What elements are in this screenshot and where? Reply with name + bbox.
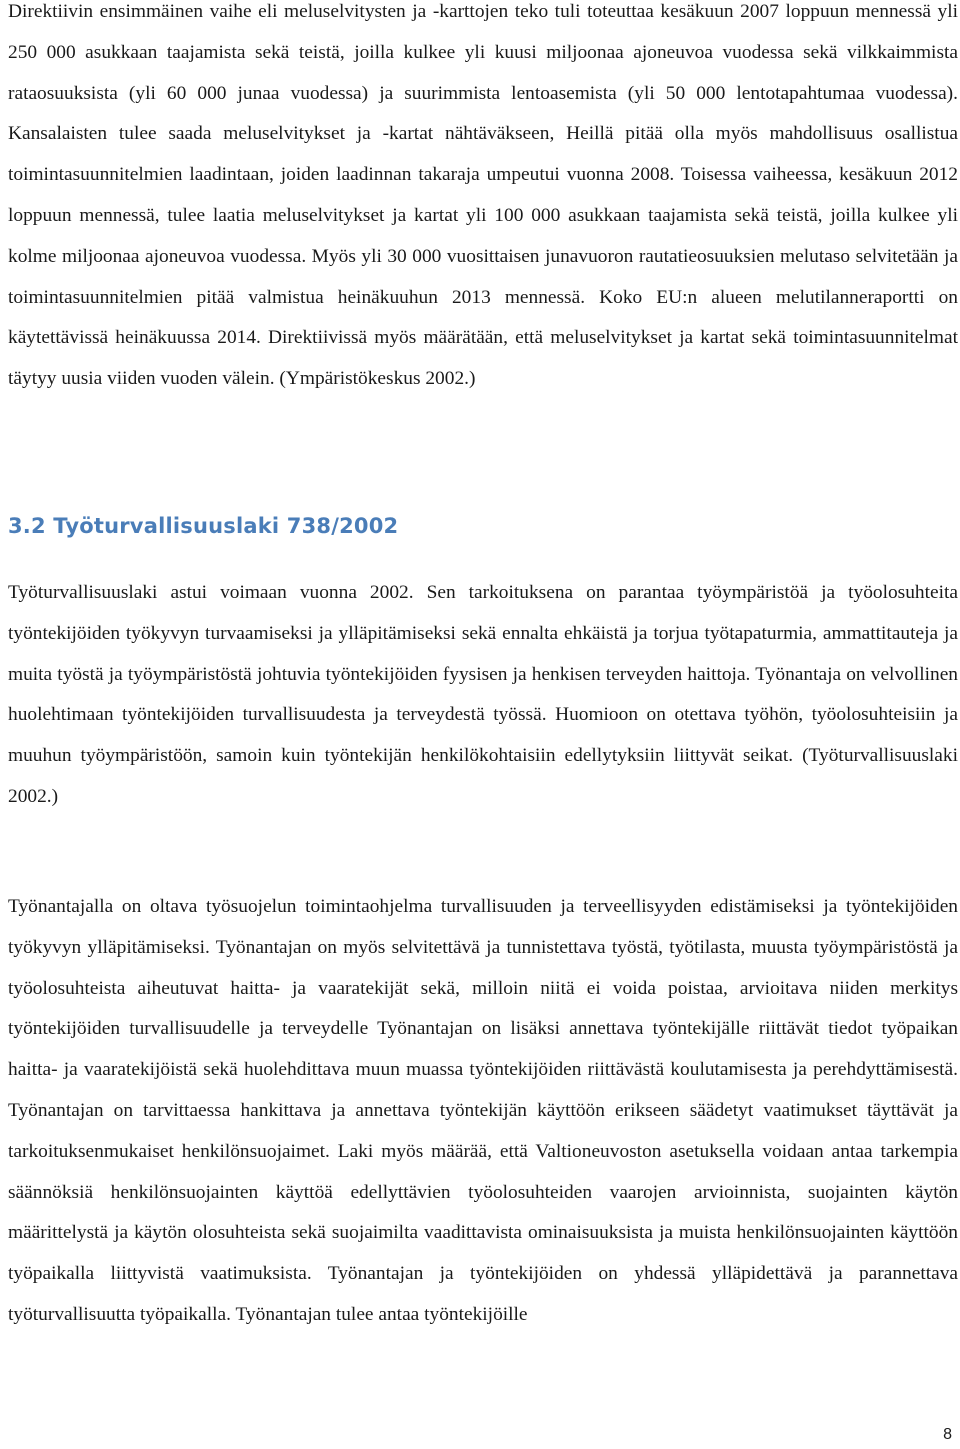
document-page	[8, 0, 958, 1449]
section-heading: 3.2 Työturvallisuuslaki 738/2002	[8, 514, 399, 538]
body-paragraph-occupational-safety-act: Työturvallisuuslaki astui voimaan vuonna 2002. Sen tarkoituksena on parantaa työympäristöä ja työolosuhteita työntekijöiden työkyvyn turvaamiseksi ja ylläpitämiseksi sekä ennalta ehkäistä ja torjua työtapaturmia, ammattitauteja ja muita työstä ja työympäristöstä johtuvia työntekijöiden fyysisen ja henkisen terveyden haittoja. Työnantaja on velvollinen huolehtimaan työntekijöiden turvallisuudesta ja terveydestä työssä. Huomioon on otettava työhön, työolosuhteisiin ja muuhun työympäristöön, samoin kuin työntekijän henkilökohtaisiin edellytyksiin liittyvät seikat. (Työturvallisuuslaki 2002.)	[8, 582, 958, 807]
page-number: 8	[943, 1426, 952, 1443]
body-paragraph-noise-directive: Direktiivin ensimmäinen vaihe eli meluselvitysten ja -karttojen teko tuli toteuttaa kesäkuun 2007 loppuun mennessä yli 250 000 asukkaan taajamista sekä teistä, joilla kulkee yli kuusi miljoonaa ajoneuvoa vuodessa sekä vilkkaimmista rataosuuksista (yli 60 000 junaa vuodessa) ja suurimmista lentoasemista (yli 50 000 lentotapahtumaa vuodessa). Kansalaisten tulee saada meluselvitykset ja -kartat nähtäväkseen, Heillä pitää olla myös mahdollisuus osallistua toimintasuunnitelmien laadintaan, joiden laadinnan takaraja umpeutui vuonna 2008. Toisessa vaiheessa, kesäkuun 2012 loppuun mennessä, tulee laatia meluselvitykset ja kartat yli 100 000 asukkaan taajamista sekä teistä, joilla kulkee yli kolme miljoonaa ajoneuvoa vuodessa. Myös yli 30 000 vuosittaisen junavuoron rautatieosuuksien melutaso selvitetään ja toimintasuunnitelmien pitää valmistua heinäkuuhun 2013 mennessä. Koko EU:n alueen melutilanneraportti on käytettävissä heinäkuussa 2014. Direktiivissä myös määrätään, että meluselvitykset ja kartat sekä toimintasuunnitelmat täytyy uusia viiden vuoden välein. (Ympäristökeskus 2002.)	[8, 1, 958, 390]
body-paragraph-employer-obligations: Työnantajalla on oltava työsuojelun toimintaohjelma turvallisuuden ja terveellisyyden edistämiseksi ja työntekijöiden työkyvyn ylläpitämiseksi. Työnantajan on myös selvitettävä ja tunnistettava työstä, työtilasta, muusta työympäristöstä ja työolosuhteista aiheutuvat haitta- ja vaaratekijät sekä, milloin niitä ei voida poistaa, arvioitava niiden merkitys työntekijöiden turvallisuudelle ja terveydelle Työnantajan on lisäksi annettava työntekijälle riittävät tiedot työpaikan haitta- ja vaaratekijöistä sekä huolehdittava muun muassa työntekijöiden riittävästä koulutamisesta ja perehdyttämisestä. Työnantajan on tarvittaessa hankittava ja annettava työntekijän käyttöön erikseen säädetyt vaatimukset täyttävät ja tarkoituksenmukaiset henkilönsuojaimet. Laki myös määrää, että Valtioneuvoston asetuksella voidaan antaa tarkempia säännöksiä henkilönsuojainten käyttöä edellyttävien työolosuhteiden vaarojen arvioinnista, suojainten käytön määrittelystä ja käytön olosuhteista sekä suojaimilta vaadittavista ominaisuuksista ja muista henkilönsuojainten käyttöön työpaikalla liittyvistä vaatimuksista. Työnantajan ja työntekijöiden on yhdessä ylläpidettävä ja parannettava työturvallisuutta työpaikalla. Työnantajan tulee antaa työntekijöille	[8, 896, 958, 1325]
